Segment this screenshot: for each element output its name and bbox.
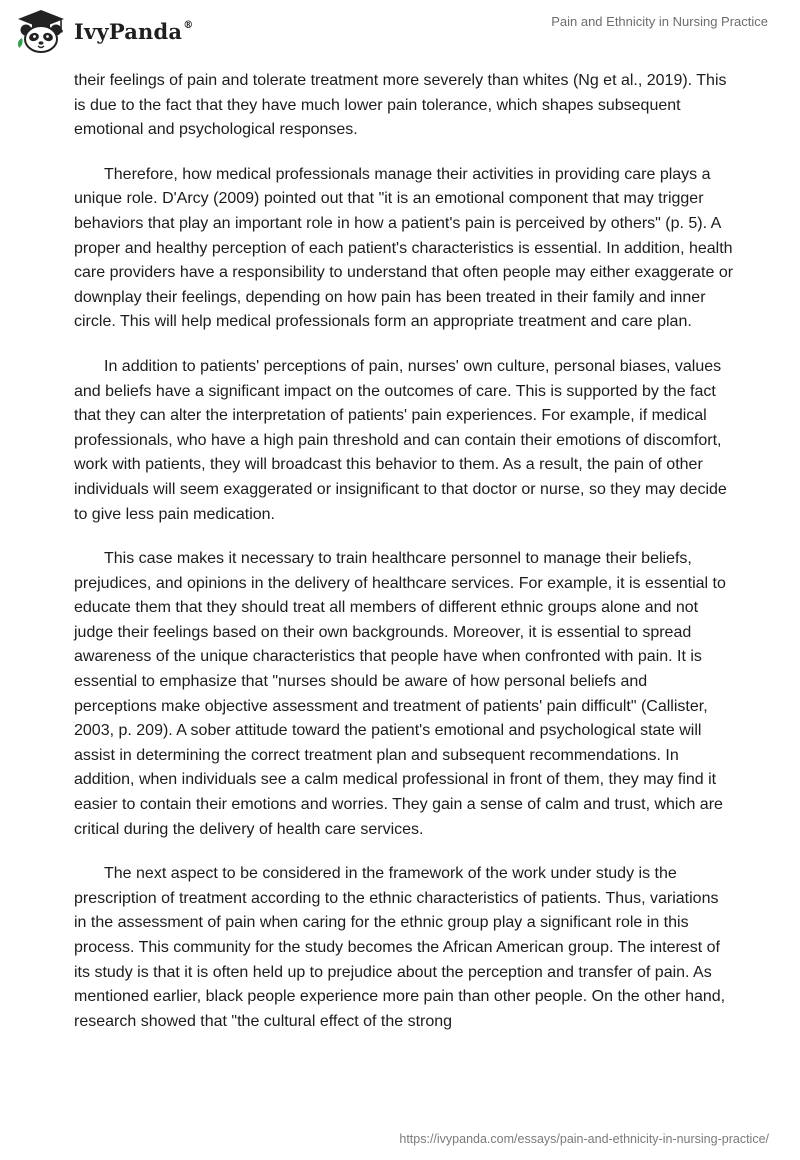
essay-body: [74, 69, 734, 1054]
logo[interactable]: [14, 8, 193, 54]
page-header: [0, 0, 800, 64]
document-title: Pain and Ethnicity in Nursing Practice: [551, 14, 768, 29]
paragraph: This case makes it necessary to train healthcare personnel to manage their beliefs, prejudices, and opinions in the delivery of healthcare services. For example, it is essential to educate them that they should treat all members of different ethnic groups alone and not judge their feelings based on their own backgrounds. Moreover, it is essential to spread awareness of the unique characteristics that people have when confronted with pain. It is essential to emphasize that "nurses should be aware of how personal beliefs and perceptions make objective assessment and treatment of patients' pain difficult" (Callister, 2003, p. 209). A sober attitude toward the patient's emotional and psychological state will assist in determining the correct treatment plan and subsequent recommendations. In addition, when individuals see a calm medical professional in front of them, they may find it easier to contain their emotions and worries. They gain a sense of calm and trust, which are critical during the delivery of health care services.: [74, 550, 726, 838]
panda-logo-icon: [14, 8, 68, 54]
paragraph: Therefore, how medical professionals manage their activities in providing care plays a unique role. D'Arcy (2009) pointed out that "it is an emotional component that may trigger behaviors that play an important role in how a patient's pain is perceived by others" (p. 5). A proper and healthy perception of each patient's characteristics is essential. In addition, health care providers have a responsibility to understand that often people may either exaggerate or downplay their feelings, depending on how pain has been treated in their family and inner circle. This will help medical professionals form an appropriate treatment and care plan.: [74, 165, 734, 331]
paragraph: In addition to patients' perceptions of pain, nurses' own culture, personal biases, values and beliefs have a significant impact on the outcomes of care. This is supported by the fact that they can alter the interpretation of patients' pain experiences. For example, if medical professionals, who have a high pain threshold and can contain their emotions of discomfort, work with patients, they will broadcast this behavior to them. As a result, the pain of other individuals will seem exaggerated or insignificant to that doctor or nurse, so they may decide to give less pain medication.: [74, 357, 727, 523]
paragraph: their feelings of pain and tolerate treatment more severely than whites (Ng et al., 2019). This is due to the fact that they have much lower pain tolerance, which shapes subsequent emotional and psychological responses.: [74, 72, 727, 139]
brand-name: IvyPanda®: [74, 18, 194, 44]
paragraph: The next aspect to be considered in the framework of the work under study is the prescription of treatment according to the ethnic characteristics of patients. Thus, variations in the assessment of pain when caring for the ethnic group play a significant role in this process. This community for the study becomes the African American group. The interest of its study is that it is often held up to prejudice about the perception and transfer of pain. As mentioned earlier, black people experience more pain than other people. On the other hand, research showed that "the cultural effect of the strong: [74, 865, 726, 1030]
source-url-link[interactable]: https://ivypanda.com/essays/pain-and-ethnicity-in-nursing-practice/: [399, 1132, 769, 1146]
